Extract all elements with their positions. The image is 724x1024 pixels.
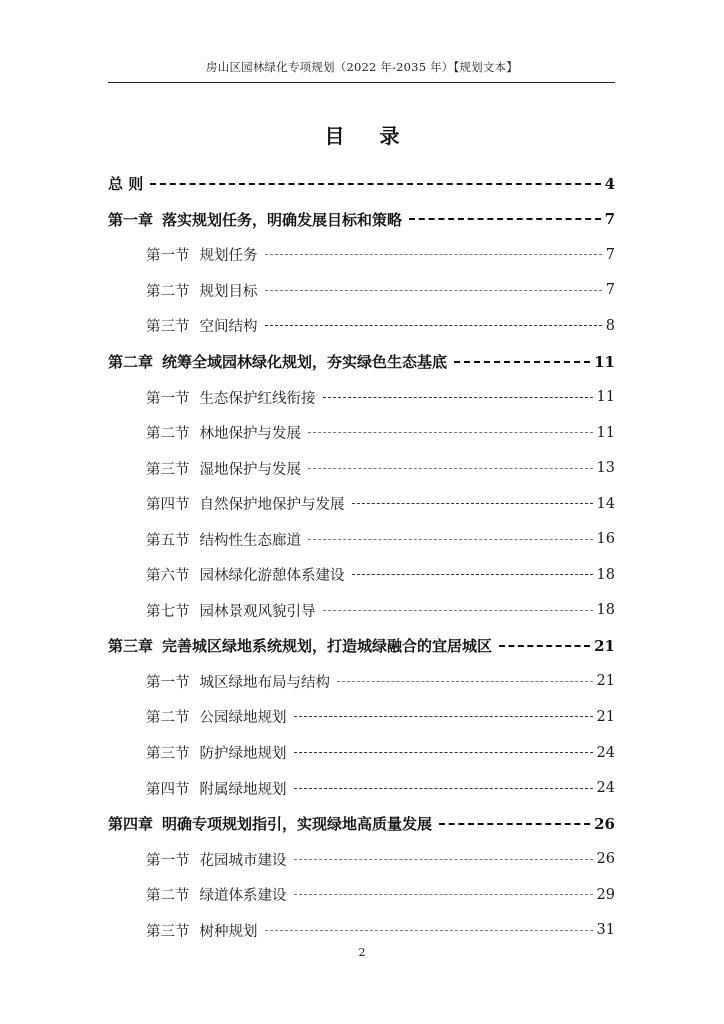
toc-entry-label: 第一节 — [146, 852, 190, 869]
toc-entry-label: 第三章 — [108, 637, 154, 656]
toc-entry-label: 第一章 — [108, 210, 154, 229]
toc-entry-page: 13 — [596, 460, 615, 477]
toc-entry-page: 11 — [596, 389, 615, 406]
toc-entry-title: 完善城区绿地系统规划，打造城绿融合的宜居城区 — [162, 637, 493, 656]
leader-dots — [294, 859, 593, 860]
leader-dots — [294, 752, 593, 753]
toc-entry-chapter-3[interactable] — [108, 628, 615, 664]
toc-entry-title: 明确专项规划指引，实现绿地高质量发展 — [162, 815, 433, 834]
toc-entry-page: 26 — [594, 814, 615, 833]
toc-entry-section[interactable] — [108, 308, 615, 344]
leader-dots — [294, 894, 593, 895]
toc-entry-title: 防护绿地规划 — [199, 746, 287, 763]
toc-entry-section[interactable] — [108, 770, 615, 806]
toc-entry-title: 湿地保护与发展 — [199, 461, 301, 478]
toc-entry-title: 规划目标 — [199, 283, 258, 300]
toc-entry-section[interactable] — [108, 237, 615, 273]
toc-entry-page: 31 — [596, 922, 615, 939]
toc-entry-title: 附属绿地规划 — [199, 781, 287, 798]
toc-entry-page: 7 — [605, 282, 615, 299]
toc-entry-title: 树种规划 — [199, 923, 258, 940]
toc-entry-page: 26 — [596, 851, 615, 868]
toc-entry-chapter-4[interactable] — [108, 806, 615, 842]
leader-dots — [308, 432, 593, 433]
toc-entry-label: 第七节 — [146, 603, 190, 620]
toc-entry-page: 11 — [594, 352, 615, 371]
toc-entry-page: 21 — [596, 673, 615, 690]
toc-entry-general[interactable] — [108, 166, 615, 202]
toc-entry-label: 第四节 — [146, 497, 190, 514]
toc-entry-label: 第一节 — [146, 390, 190, 407]
toc-entry-label: 第三节 — [146, 319, 190, 336]
page-number: 2 — [358, 946, 366, 959]
toc-entry-title: 落实规划任务，明确发展目标和策略 — [162, 210, 403, 229]
toc-entry-page: 18 — [596, 566, 615, 583]
toc-entry-section[interactable] — [108, 912, 615, 948]
toc-entry-label: 第一节 — [146, 248, 190, 265]
toc-entry-section[interactable] — [108, 735, 615, 771]
toc-entry-section[interactable] — [108, 379, 615, 415]
toc-entry-title: 生态保护红线衔接 — [199, 390, 316, 407]
leader-dots — [294, 788, 593, 789]
toc-entry-page: 14 — [596, 495, 615, 512]
leader-dots — [308, 539, 593, 540]
toc-entry-label: 第三节 — [146, 461, 190, 478]
toc-entry-label: 第四章 — [108, 815, 154, 834]
toc-entry-page: 24 — [596, 744, 615, 761]
toc-entry-label: 第四节 — [146, 781, 190, 798]
leader-dots — [265, 254, 602, 255]
leader-dots — [323, 397, 593, 398]
toc-entry-label: 第五节 — [146, 532, 190, 549]
leader-dots — [265, 930, 593, 931]
toc-entry-page: 29 — [596, 886, 615, 903]
toc-title: 目 录 — [324, 124, 414, 148]
toc-entry-label: 第二节 — [146, 283, 190, 300]
leader-dots — [352, 503, 593, 504]
toc-entry-title: 统筹全域园林绿化规划，夯实绿色生态基底 — [162, 353, 448, 371]
toc-entry-section[interactable] — [108, 521, 615, 557]
toc-entry-section[interactable] — [108, 664, 615, 700]
leader-dots — [337, 681, 593, 682]
leader-dots — [499, 645, 590, 647]
header-divider — [108, 82, 615, 83]
toc-entry-label: 第一节 — [146, 674, 190, 691]
toc-entry-section[interactable] — [108, 593, 615, 629]
toc-entry-section[interactable] — [108, 450, 615, 486]
toc-entry-label: 第二节 — [146, 888, 190, 905]
leader-dots — [265, 325, 602, 326]
toc-entry-label: 第三节 — [146, 746, 190, 763]
toc-entry-title: 公园绿地规划 — [199, 710, 287, 727]
toc-entry-title: 规划任务 — [199, 248, 258, 265]
toc-entry-section[interactable] — [108, 415, 615, 451]
leader-dots — [352, 574, 593, 575]
toc-entry-title: 林地保护与发展 — [199, 426, 301, 443]
toc-entry-page: 16 — [596, 531, 615, 548]
toc-entry-page: 4 — [604, 174, 615, 193]
toc-entry-page: 7 — [604, 210, 615, 229]
leader-dots — [323, 610, 593, 611]
leader-dots — [294, 716, 593, 717]
toc-entry-title: 结构性生态廊道 — [199, 532, 301, 549]
toc-entry-section[interactable] — [108, 877, 615, 913]
toc-entry-page: 18 — [596, 602, 615, 619]
toc-entry-label: 第二节 — [146, 426, 190, 443]
running-header: 房山区园林绿化专项规划（2022 年-2035 年）【规划文本】 — [206, 60, 518, 74]
leader-dots — [439, 823, 590, 825]
leader-dots — [308, 468, 593, 469]
toc-entry-page: 8 — [605, 317, 615, 334]
leader-dots — [265, 290, 602, 291]
toc-entry-title: 自然保护地保护与发展 — [199, 497, 345, 514]
leader-dots — [150, 183, 600, 185]
toc-entry-chapter-2[interactable] — [108, 344, 615, 380]
toc-entry-page: 7 — [605, 246, 615, 263]
toc-entry-title: 花园城市建设 — [199, 852, 287, 869]
toc-entry-section[interactable] — [108, 699, 615, 735]
toc-entry-label: 第三节 — [146, 923, 190, 940]
toc-entry-page: 24 — [596, 780, 615, 797]
toc-entry-page: 11 — [596, 424, 615, 441]
toc-entry-label: 第二节 — [146, 710, 190, 727]
toc-entry-title: 园林绿化游憩体系建设 — [199, 568, 345, 585]
toc-entry-title: 园林景观风貌引导 — [199, 603, 316, 620]
toc-entry-page: 21 — [594, 636, 615, 655]
leader-dots — [409, 218, 601, 220]
leader-dots — [454, 361, 590, 363]
toc-entry-title: 绿道体系建设 — [199, 888, 287, 905]
toc-entry-title: 城区绿地布局与结构 — [199, 674, 330, 691]
table-of-contents — [108, 166, 615, 948]
toc-entry-chapter-1[interactable] — [108, 202, 615, 238]
toc-entry-section[interactable] — [108, 557, 615, 593]
toc-entry-section[interactable] — [108, 841, 615, 877]
toc-entry-page: 21 — [596, 708, 615, 725]
toc-entry-label: 总 则 — [108, 175, 144, 194]
toc-entry-section[interactable] — [108, 273, 615, 309]
toc-entry-label: 第六节 — [146, 568, 190, 585]
toc-entry-section[interactable] — [108, 486, 615, 522]
toc-entry-label: 第二章 — [108, 353, 154, 371]
toc-entry-title: 空间结构 — [199, 319, 258, 336]
